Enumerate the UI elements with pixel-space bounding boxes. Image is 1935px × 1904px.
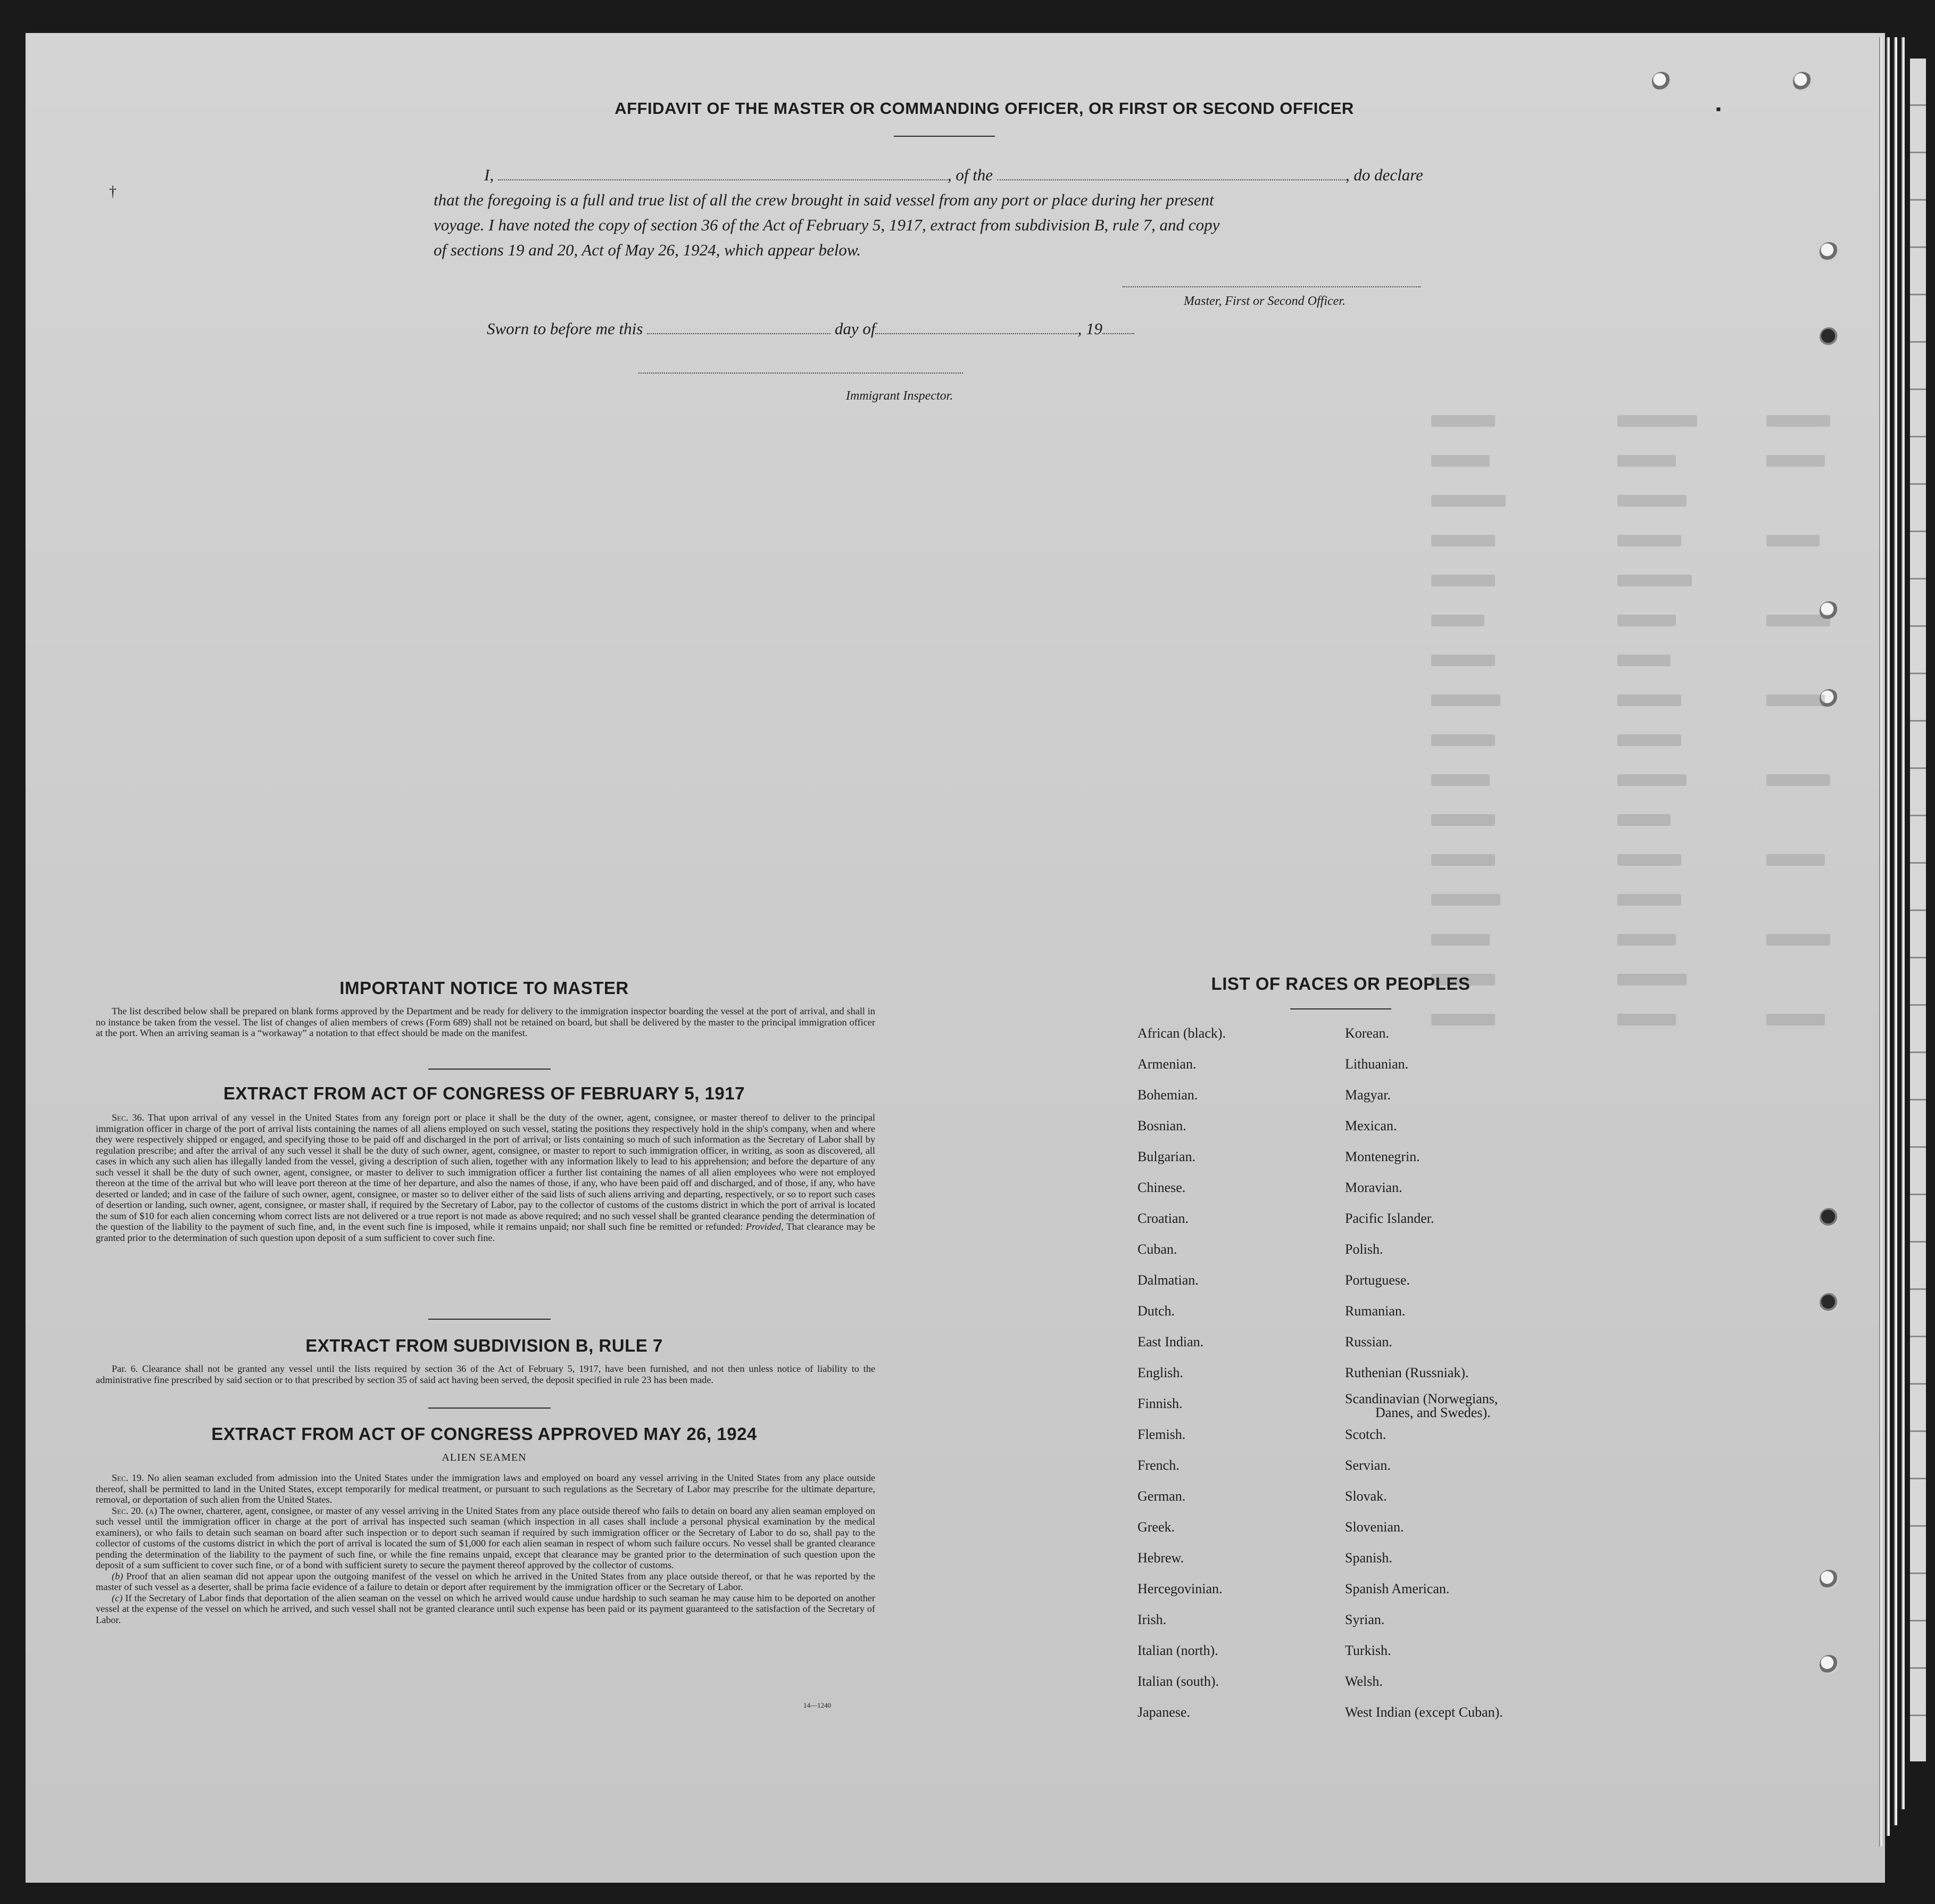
sec-36-label: Sec. 36. (112, 1112, 145, 1123)
do-declare-label: , do declare (1345, 165, 1423, 184)
race-right: Moravian. (1345, 1180, 1402, 1195)
race-right: West Indian (except Cuban). (1345, 1704, 1503, 1720)
race-right: Welsh. (1345, 1674, 1383, 1689)
race-left: Armenian. (1137, 1056, 1197, 1072)
sworn-month-field[interactable] (875, 321, 1077, 334)
day-of-label: day of (834, 319, 876, 338)
vessel-name-field[interactable] (997, 168, 1346, 180)
race-right: Scotch. (1345, 1427, 1386, 1442)
race-left: Finnish. (1137, 1396, 1183, 1411)
declaration-line-2: that the foregoing is a full and true list of all the crew brought in said vessel from any port or place during her present (434, 191, 1214, 209)
binder-hole-icon (1652, 72, 1671, 91)
race-left: Cuban. (1137, 1241, 1177, 1257)
sworn-line (487, 319, 1134, 338)
race-right: Ruthenian (Russniak). (1345, 1365, 1469, 1380)
race-left: East Indian. (1137, 1334, 1204, 1350)
extract-1924-title: EXTRACT FROM ACT OF CONGRESS APPROVED MAY 26, 1924 (211, 1424, 757, 1444)
notice-title: IMPORTANT NOTICE TO MASTER (339, 978, 629, 998)
bleed-through-ghost (1362, 399, 1841, 1729)
declaration-line-4: of sections 19 and 20, Act of May 26, 1924, which appear below. (434, 241, 861, 259)
master-signature-label: Master, First or Second Officer. (1184, 294, 1346, 308)
race-right-continuation: Danes, and Swedes). (1375, 1405, 1491, 1420)
race-right: Slovak. (1345, 1488, 1387, 1504)
race-left: German. (1137, 1488, 1186, 1504)
race-left: Italian (north). (1137, 1643, 1218, 1658)
sec-36-text: That upon arrival of any vessel in the United States from any foreign port or place it shall be the duty of the owner, agent, consignee, or master thereof to deliver to the principal immigration officer in charge of the port of arrival lists containing the names of all aliens employed on such vessel, stating the positions they respectively hold in the ship's company, when and where they were respectively shipped or engaged, and specifying those to be paid off and discharged in the port of arrival; or lists containing so much of such information as the Secretary of Labor shall by regulation prescribe; and after the arrival of any such vessel it shall be the duty of such owner, agent, consignee, or master to report to such immigration officer, in writing, as soon as discovered, all cases in which any such alien has illegally landed from the vessel, giving a description of such alien, together with any information likely to lead to his apprehension; and before the departure of any such vessel it shall be the duty of such owner, agent, consignee, or master to deliver to such immigration officer a further list containing the names of all alien employees who were not employed thereon at the time of the arrival but who will leave port thereon at the time of her departure, and also the names of those, if any, who have been paid off and discharged, and of those, if any, who have deserted or landed; and in case of the failure of such owner, agent, consignee, or master so to deliver either of the said lists of such aliens arriving and departing, respectively, or so to report such cases of desertion or landing, such owner, agent, consignee, or master shall, if required by the Secretary of Labor, pay to the collector of customs of the customs district in which the port of arrival is located the sum of $10 for each alien concerning whom correct lists are not delivered or a true report is not made as above required; and no such vessel shall be granted clearance pending the determination of the question of the liability to the payment of such fine, and, in the event such fine is imposed, while it remains unpaid; nor shall such fine be remitted or refunded: (96, 1112, 875, 1232)
section-divider (428, 1319, 551, 1320)
races-title: LIST OF RACES OR PEOPLES (1211, 974, 1471, 994)
extract-1924-body (96, 1472, 875, 1625)
race-right: Mexican. (1345, 1118, 1397, 1133)
race-right: Polish. (1345, 1241, 1383, 1257)
of-the-label: , of the (947, 165, 993, 184)
rule7-title: EXTRACT FROM SUBDIVISION B, RULE 7 (305, 1336, 663, 1355)
alien-seamen-subtitle: ALIEN SEAMEN (442, 1452, 527, 1463)
race-left: French. (1137, 1458, 1180, 1473)
proviso-label: Provided, (745, 1221, 784, 1232)
race-left: Greek. (1137, 1519, 1175, 1535)
page-edge (1887, 37, 1890, 1836)
race-left: Japanese. (1137, 1704, 1190, 1720)
race-left: Chinese. (1137, 1180, 1186, 1195)
race-right: Scandinavian (Norwegians, (1345, 1391, 1498, 1406)
race-left: Bulgarian. (1137, 1149, 1196, 1164)
binder-hole-icon (1820, 327, 1839, 346)
sec-19-label: Sec. 19. (112, 1472, 144, 1483)
sec-20a-text: The owner, charterer, agent, consignee, or master of any vessel arriving in the United States from any place outside thereof who fails to detain on board any alien seaman employed on such vessel until the immigration officer in charge at the port of arrival has inspected such seaman (which inspection in all cases shall include a personal physical examination by the medical examiners), or who fails to detain such seaman on board after such inspection or to deport such seaman if required by such immigration officer or the Secretary of Labor to do so, shall pay to the collector of customs of the customs district in which the port of arrival is located the sum of $1,000 for each alien seaman in respect of whom such failure occurs. No vessel shall be granted clearance pending the determination of the liability to the payment of such fine, or while the fine remains unpaid, except that clearance may be granted prior to the determination of such question upon the deposit of a sum sufficient to cover such fine, or of a bond with sufficient surety to secure the payment thereof approved by the collector of customs. (96, 1505, 875, 1570)
sec-20c-text: If the Secretary of Labor finds that deportation of the alien seaman on the vessel on which he arrived would cause undue hardship to such seaman he may cause him to be deported on another vessel at the expense of the vessel on which he arrived, and such vessel shall not be granted clearance until such expense has been paid or its payment guaranteed to the satisfaction of the Secretary of Labor. (96, 1592, 875, 1625)
extract-1917-body (96, 1112, 875, 1243)
race-left: Italian (south). (1137, 1674, 1219, 1689)
sec-20-label: Sec. 20. (a) (112, 1505, 157, 1516)
race-left: Irish. (1137, 1612, 1167, 1627)
master-signature-line[interactable] (1123, 286, 1421, 287)
page-edge (1879, 37, 1882, 1847)
race-right: Slovenian. (1345, 1519, 1404, 1535)
notice-body (96, 1006, 875, 1039)
title-divider (894, 136, 995, 137)
extract-1917-title: EXTRACT FROM ACT OF CONGRESS OF FEBRUARY 5, 1917 (223, 1083, 745, 1103)
rule7-text: Par. 6. Clearance shall not be granted any vessel until the lists required by section 36 of the Act of February 5, 1917, have been furnished, and not then unless notice of liability to the administrative fine prescribed by said section or to that prescribed by section 35 of said act having been served, the deposit specified in rule 23 has been made. (96, 1363, 875, 1385)
inspector-signature-line[interactable] (638, 372, 963, 374)
race-left: Dutch. (1137, 1303, 1175, 1319)
binder-hole-icon (1820, 242, 1839, 261)
race-left: Hercegovinian. (1137, 1581, 1223, 1596)
race-left: Hebrew. (1137, 1550, 1184, 1566)
race-right: Magyar. (1345, 1087, 1391, 1103)
year-label: , 19 (1077, 319, 1102, 338)
page-edge (1894, 37, 1897, 1825)
race-right: Turkish. (1345, 1643, 1391, 1658)
officer-name-field[interactable] (498, 168, 948, 180)
scan-mark-icon: † (109, 184, 117, 200)
race-left: Flemish. (1137, 1427, 1186, 1442)
race-right: Montenegrin. (1345, 1149, 1420, 1164)
page-edge (1901, 37, 1905, 1809)
underlying-ruled-page (1910, 59, 1926, 1761)
races-divider (1290, 1008, 1391, 1009)
binder-hole-icon (1793, 72, 1812, 91)
race-left: African (black). (1137, 1025, 1226, 1041)
sec-20c-label: (c) (112, 1592, 123, 1603)
affidavit-title: AFFIDAVIT OF THE MASTER OR COMMANDING OFFICER, OR FIRST OR SECOND OFFICER (614, 99, 1354, 118)
race-right: Servian. (1345, 1458, 1391, 1473)
race-right: Spanish American. (1345, 1581, 1450, 1596)
sec-20b-label: (b) (112, 1570, 123, 1582)
sworn-day-field[interactable] (647, 321, 831, 334)
race-right: Korean. (1345, 1025, 1390, 1041)
sworn-label: Sworn to before me this (487, 319, 643, 338)
race-right: Rumanian. (1345, 1303, 1406, 1319)
proviso-text: That clearance may be granted prior to the determination of such question upon deposit of a sum sufficient to cover such fine. (96, 1221, 876, 1243)
race-left: English. (1137, 1365, 1183, 1380)
race-right: Syrian. (1345, 1612, 1385, 1627)
notice-text: The list described below shall be prepared on blank forms approved by the Department and be ready for delivery to the immigration inspector boarding the vessel at the port of arrival, and shall in no instance be taken from the vessel. The list of changes of alien members of crews (Form 689) shall not be retained on board, but shall be delivered by the master to the principal immigration officer at the port. When an arriving seaman is a “workaway” a notation to that effect should be made on the manifest. (96, 1006, 875, 1038)
race-right: Pacific Islander. (1345, 1211, 1434, 1226)
sec-19-text: No alien seaman excluded from admission into the United States under the immigration laws and employed on board any vessel arriving in the United States from any place outside thereof, shall be permitted to land in the United States, except temporarily for medical treatment, or pursuant to such regulations as the Secretary of Labor may prescribe for the ultimate departure, removal, or deportation of such alien from the United States. (96, 1472, 875, 1505)
sworn-year-field[interactable] (1102, 321, 1134, 334)
declaration-line-3: voyage. I have noted the copy of section 36 of the Act of February 5, 1917, extract from subdivision B, rule 7, and copy (434, 216, 1220, 234)
sec-20b-text: Proof that an alien seaman did not appear upon the outgoing manifest of the vessel on which he arrived in the United States from any place outside thereof, or that he was reported by the master of such vessel as a deserter, shall be prima facie evidence of a failure to detain or deport after requirement by the immigration officer or the Secretary of Labor. (96, 1570, 875, 1592)
affidavit-declaration (434, 162, 1455, 262)
declaration-line-1 (434, 162, 1455, 187)
i-label: I, (484, 165, 494, 184)
section-divider (428, 1408, 551, 1409)
race-left: Dalmatian. (1137, 1272, 1199, 1288)
race-right: Lithuanian. (1345, 1056, 1409, 1072)
race-right: Spanish. (1345, 1550, 1392, 1566)
rule7-body (96, 1363, 875, 1385)
race-left: Bosnian. (1137, 1118, 1186, 1133)
race-left: Croatian. (1137, 1211, 1189, 1226)
inspector-label: Immigrant Inspector. (846, 389, 953, 403)
section-divider (428, 1069, 551, 1070)
race-left: Bohemian. (1137, 1087, 1198, 1103)
form-number: 14—1240 (803, 1701, 831, 1709)
scan-mark-icon: ▪ (1716, 101, 1721, 118)
race-right: Portuguese. (1345, 1272, 1410, 1288)
race-right: Russian. (1345, 1334, 1392, 1350)
